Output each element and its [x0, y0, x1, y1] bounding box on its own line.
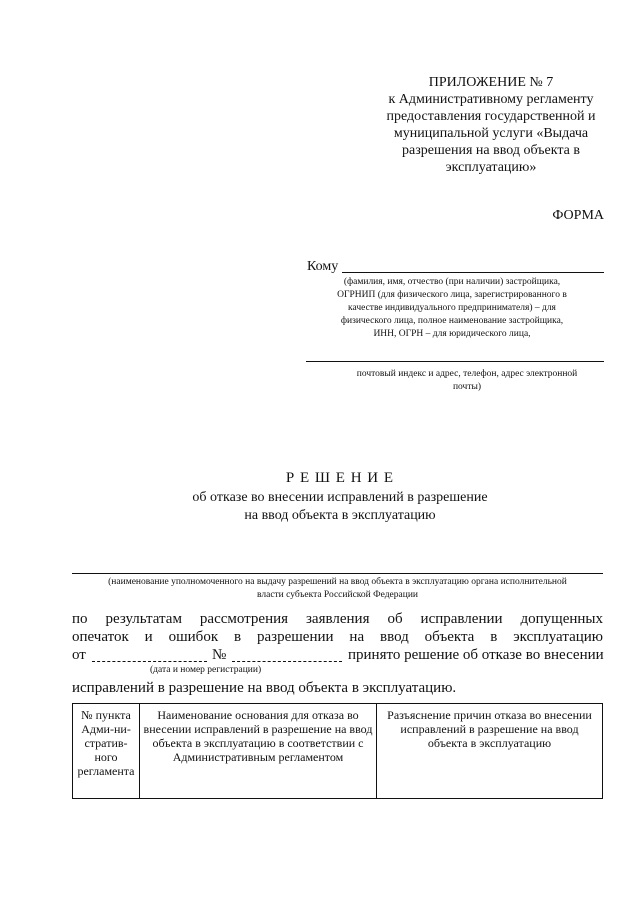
number-label: № — [212, 647, 227, 663]
recipient-note-2: ОГРНИП (для физического лица, зарегистрированного в — [337, 290, 567, 300]
decision-subtitle-1: об отказе во внесении исправлений в разрешение — [192, 490, 488, 505]
table-cell-refusal-explanation — [377, 704, 603, 799]
from-label: от — [72, 647, 86, 663]
appendix-line-3: муниципальной услуги «Выдача — [393, 126, 589, 141]
address-note-2: почты) — [452, 382, 482, 392]
number-field[interactable] — [232, 661, 342, 662]
appendix-line-1: к Административному регламенту — [388, 92, 594, 107]
table-cell-refusal-basis — [140, 704, 377, 799]
appendix-line-2: предоставления государственной и — [386, 109, 596, 124]
recipient-note-3: качестве индивидуального предпринимателя) – для — [348, 303, 556, 313]
recipient-name-line[interactable] — [342, 272, 604, 273]
recipient-note-4: физического лица, полное наименование застройщика, — [340, 316, 564, 326]
body-line-4: исправлений в разрешение на ввод объекта в эксплуатацию. — [72, 680, 457, 696]
date-field[interactable] — [92, 661, 207, 662]
recipient-note-1: (фамилия, имя, отчество (при наличии) застройщика, — [343, 277, 561, 287]
table-row — [73, 704, 603, 799]
table-header-refusal-explanation: Разъяснение причин отказа во внесении исправлений в разрешение на ввод объекта в эксплуатацию — [387, 708, 592, 750]
decision-title: Р Е Ш Е Н И Е — [285, 470, 395, 486]
appendix-number: ПРИЛОЖЕНИЕ № 7 — [428, 75, 554, 90]
recipient-address-line[interactable] — [306, 361, 604, 362]
table-header-refusal-basis: Наименование основания для отказа во внесении исправлений в разрешение на ввод объекта в эксплуатацию в соответствии с Административным регламентом — [143, 708, 373, 764]
recipient-note — [300, 276, 604, 341]
date-number-note: (дата и номер регистрации) — [150, 665, 262, 675]
address-note — [330, 368, 604, 394]
table-cell-paragraph-number — [73, 704, 140, 799]
authority-note — [72, 576, 603, 602]
recipient-note-5: ИНН, ОГРН – для юридического лица, — [373, 329, 531, 339]
address-note-1: почтовый индекс и адрес, телефон, адрес электронной — [356, 369, 578, 379]
to-label: Кому — [307, 259, 339, 274]
body-line-2: опечаток и ошибок в разрешении на ввод объекта в эксплуатацию — [72, 629, 603, 645]
decision-subtitle-2: на ввод объекта в эксплуатацию — [244, 508, 436, 523]
appendix-line-4: разрешения на ввод объекта в — [402, 143, 580, 158]
decision-text: принято решение об отказе во внесении — [348, 647, 604, 663]
table-header-paragraph-number: № пункта Адми-ни-стратив-ного регламента — [77, 708, 135, 778]
refusal-reasons-table — [72, 703, 603, 799]
form-label: ФОРМА — [552, 208, 604, 223]
body-line-1: по результатам рассмотрения заявления об исправлении допущенных — [72, 611, 603, 627]
authority-name-line[interactable] — [72, 573, 603, 574]
authority-note-2: власти субъекта Российской Федерации — [257, 590, 418, 600]
authority-note-1: (наименование уполномоченного на выдачу разрешений на ввод объекта в эксплуатацию органа исполнительной — [108, 577, 567, 587]
appendix-line-5: эксплуатацию» — [445, 160, 537, 175]
appendix-header — [372, 74, 610, 176]
